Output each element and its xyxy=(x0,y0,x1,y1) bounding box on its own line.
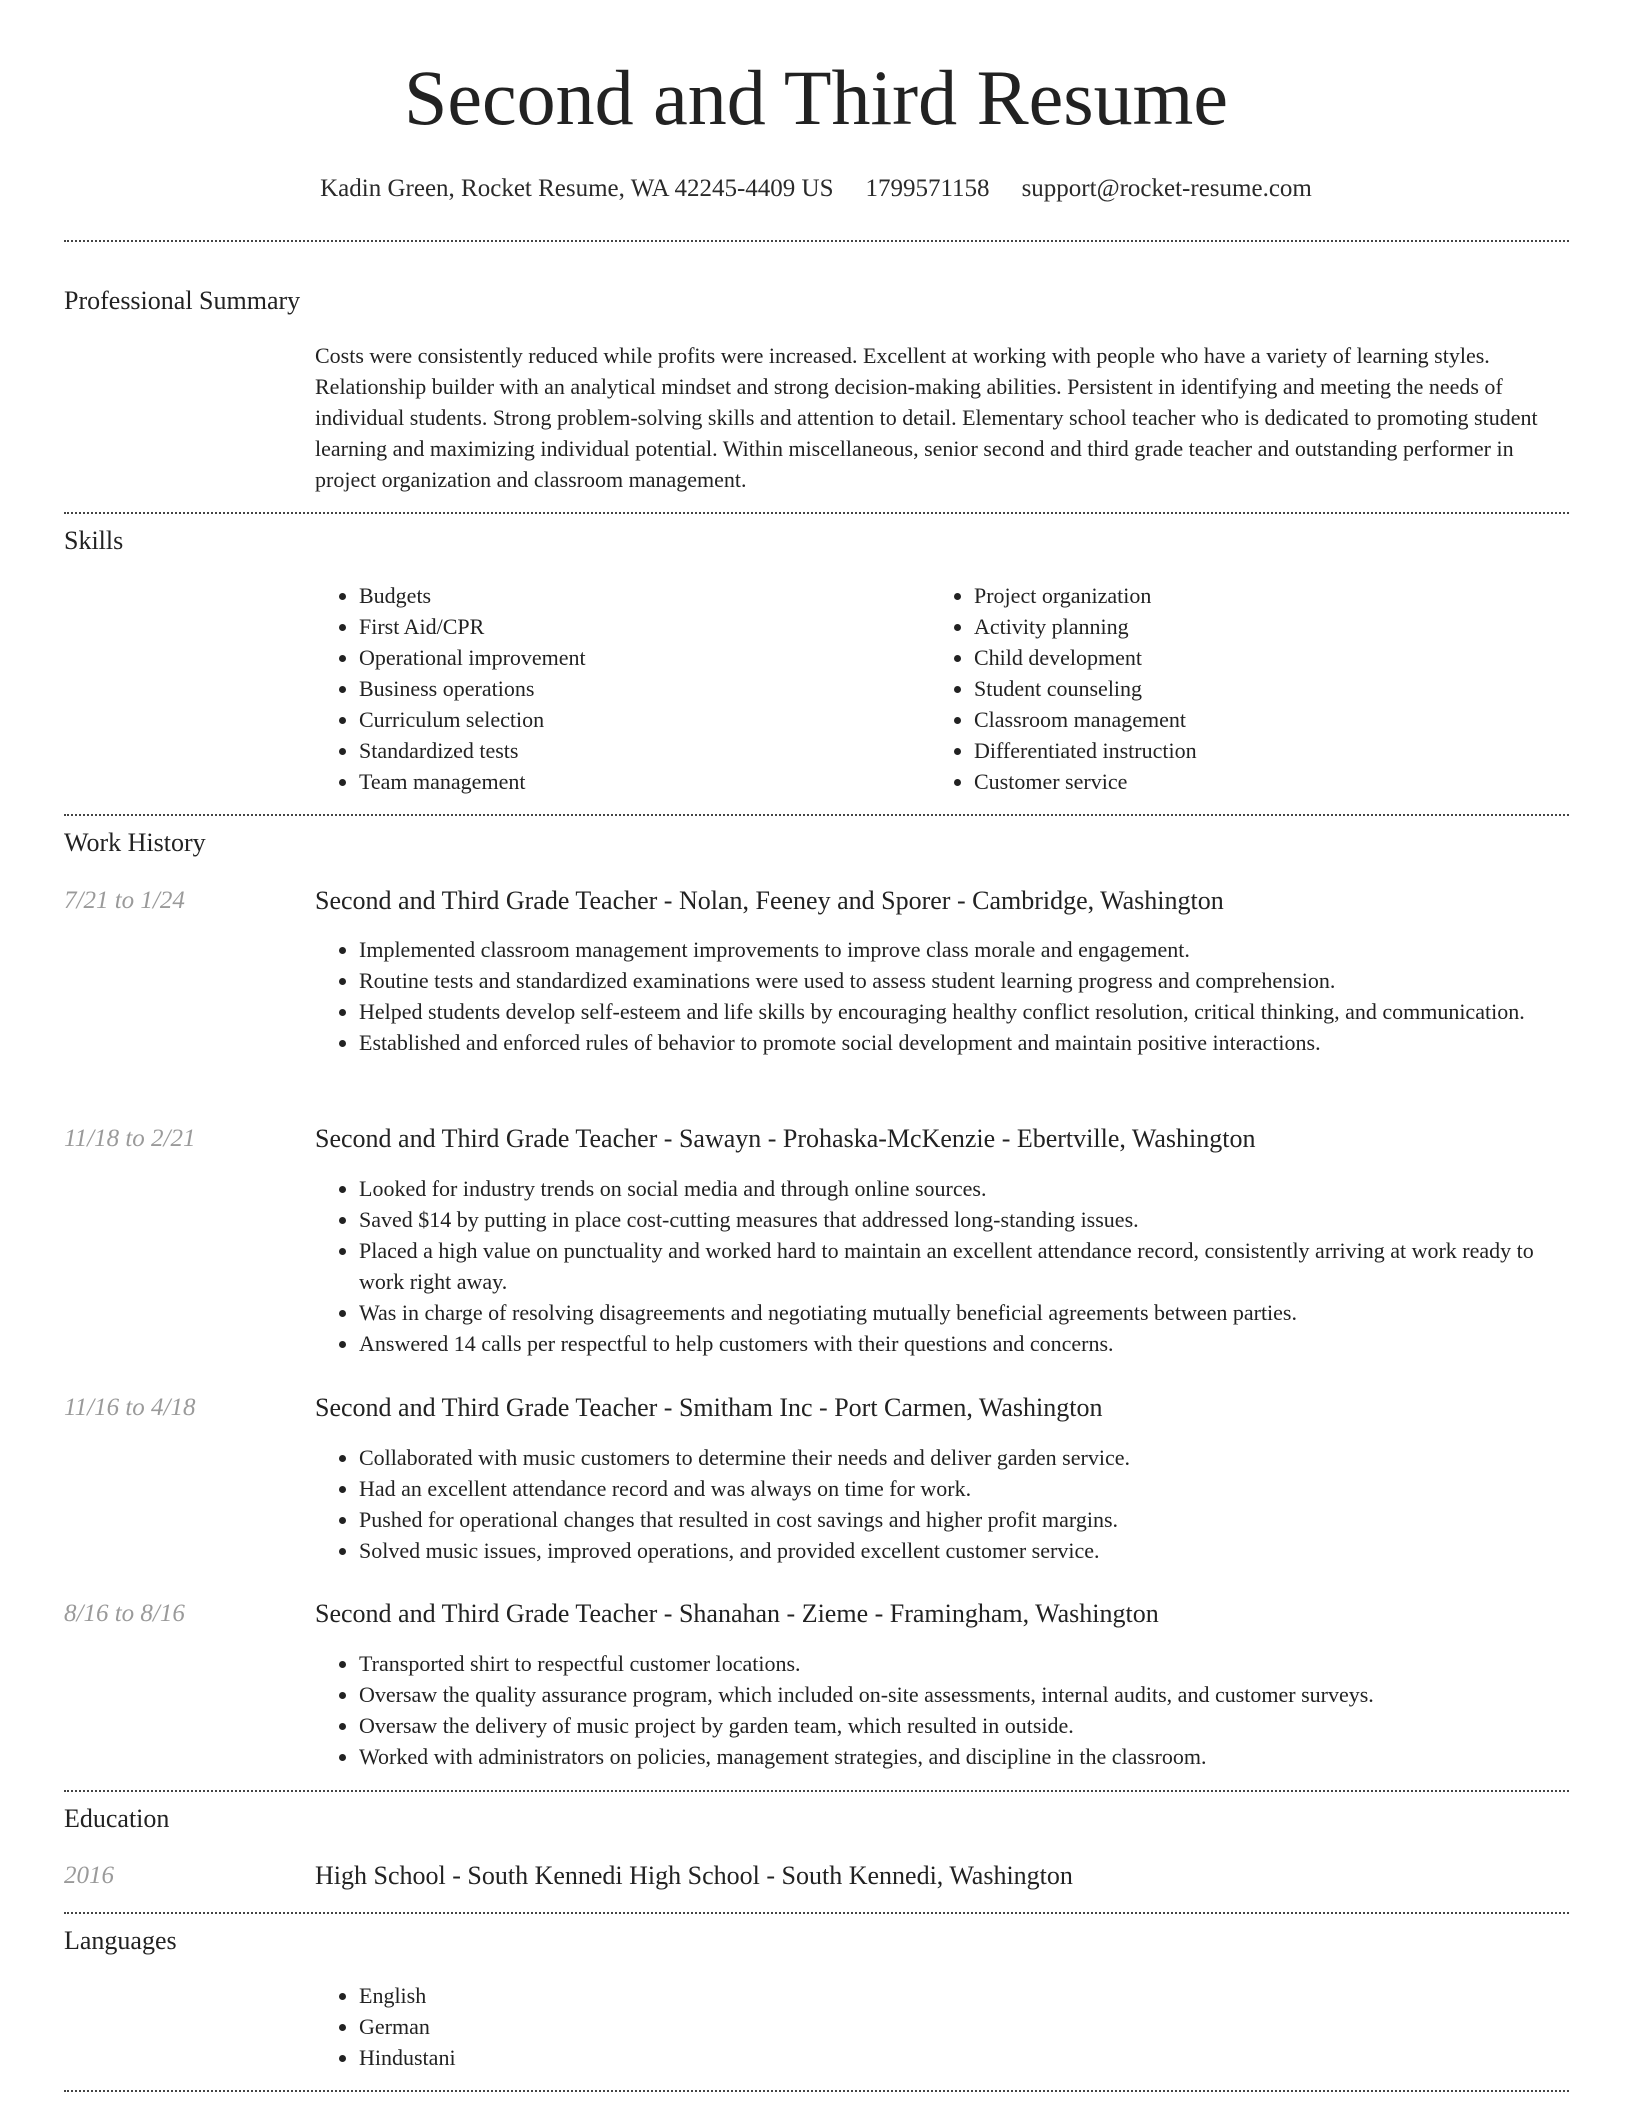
skill-item: • Team management xyxy=(359,766,925,797)
language-item: • German xyxy=(359,2011,1570,2042)
job-bullet: • Oversaw the quality assurance program, which included on-site assessments, internal audits, and customer surveys. xyxy=(359,1679,1570,1710)
skills-heading: Skills xyxy=(64,526,124,555)
job-bullets xyxy=(315,934,1570,1058)
education-date: 2016 xyxy=(64,1862,114,1889)
job-bullet: • Had an excellent attendance record and was always on time for work. xyxy=(359,1473,1570,1504)
divider xyxy=(64,814,1569,816)
job-title: Second and Third Grade Teacher - Nolan, Feeney and Sporer - Cambridge, Washington xyxy=(315,886,1224,915)
language-item: • English xyxy=(359,1980,1570,2011)
languages-heading: Languages xyxy=(64,1926,177,1955)
divider xyxy=(64,2090,1569,2092)
job-date: 7/21 to 1/24 xyxy=(64,887,185,914)
skill-item: • Budgets xyxy=(359,580,925,611)
education-heading: Education xyxy=(64,1804,170,1833)
resume-title: Second and Third Resume xyxy=(404,54,1228,141)
job-bullets xyxy=(315,1648,1570,1772)
job-bullet: • Transported shirt to respectful customer locations. xyxy=(359,1648,1570,1679)
job-bullet: • Collaborated with music customers to determine their needs and deliver garden service. xyxy=(359,1442,1570,1473)
job-bullet: • Solved music issues, improved operations, and provided excellent customer service. xyxy=(359,1535,1570,1566)
job-bullet: • Implemented classroom management improvements to improve class morale and engagement. xyxy=(359,934,1570,965)
skill-item: • Student counseling xyxy=(974,673,1570,704)
job-bullet: • Worked with administrators on policies, management strategies, and discipline in the classroom. xyxy=(359,1741,1570,1772)
skill-item: • Operational improvement xyxy=(359,642,925,673)
contact-phone: 1799571158 xyxy=(865,175,990,202)
skill-item: • Child development xyxy=(974,642,1570,673)
contact-email: support@rocket-resume.com xyxy=(1021,175,1312,202)
skills-block xyxy=(315,580,1570,800)
contact-line xyxy=(0,170,1632,208)
job-bullet: • Oversaw the delivery of music project by garden team, which resulted in outside. xyxy=(359,1710,1570,1741)
job-bullet: • Helped students develop self-esteem and life skills by encouraging healthy conflict resolution, critical thinking, and communication. xyxy=(359,996,1570,1027)
job-title: Second and Third Grade Teacher - Sawayn - Prohaska-McKenzie - Ebertville, Washington xyxy=(315,1124,1256,1153)
job-bullet: • Established and enforced rules of behavior to promote social development and maintain positive interactions. xyxy=(359,1027,1570,1058)
work-heading: Work History xyxy=(64,828,206,857)
job-bullet: • Placed a high value on punctuality and worked hard to maintain an excellent attendance record, consistently arriving at work ready to work right away. xyxy=(359,1235,1570,1297)
job-bullets xyxy=(315,1442,1570,1566)
contact-address: Kadin Green, Rocket Resume, WA 42245-4409 US xyxy=(320,175,834,202)
language-item: • Hindustani xyxy=(359,2042,1570,2073)
divider xyxy=(64,1912,1569,1914)
skill-item: • First Aid/CPR xyxy=(359,611,925,642)
job-bullet: • Looked for industry trends on social media and through online sources. xyxy=(359,1173,1570,1204)
job-title: Second and Third Grade Teacher - Shanahan - Zieme - Framingham, Washington xyxy=(315,1599,1159,1628)
skill-item: • Classroom management xyxy=(974,704,1570,735)
skill-item: • Customer service xyxy=(974,766,1570,797)
skill-item: • Curriculum selection xyxy=(359,704,925,735)
summary-text: Costs were consistently reduced while profits were increased. Excellent at working with people who have a variety of learning styles. Relationship builder with an analytical mindset and strong decision-making abilities. Persistent in identifying and meeting the needs of individual students. Strong problem-solving skills and attention to detail. Elementary school teacher who is dedicated to promoting student learning and maximizing individual potential. Within miscellaneous, senior second and third grade teacher and outstanding performer in project organization and classroom management. xyxy=(315,343,1538,492)
skill-item: • Activity planning xyxy=(974,611,1570,642)
skill-item: • Business operations xyxy=(359,673,925,704)
job-date: 8/16 to 8/16 xyxy=(64,1600,185,1627)
summary-block xyxy=(315,340,1570,495)
languages-block xyxy=(315,1980,1570,2073)
summary-heading: Professional Summary xyxy=(64,286,301,315)
divider xyxy=(64,240,1569,242)
job-date: 11/18 to 2/21 xyxy=(64,1125,196,1152)
divider xyxy=(64,512,1569,514)
job-bullet: • Routine tests and standardized examinations were used to assess student learning progress and comprehension. xyxy=(359,965,1570,996)
skill-item: • Project organization xyxy=(974,580,1570,611)
job-bullets xyxy=(315,1173,1570,1359)
education-title: High School - South Kennedi High School - South Kennedi, Washington xyxy=(315,1861,1073,1890)
divider xyxy=(64,1790,1569,1792)
job-bullet: • Pushed for operational changes that resulted in cost savings and higher profit margins. xyxy=(359,1504,1570,1535)
skills-left-column xyxy=(315,580,925,797)
skill-item: • Standardized tests xyxy=(359,735,925,766)
job-bullet: • Saved $14 by putting in place cost-cutting measures that addressed long-standing issues. xyxy=(359,1204,1570,1235)
job-date: 11/16 to 4/18 xyxy=(64,1394,196,1421)
job-bullet: • Was in charge of resolving disagreements and negotiating mutually beneficial agreements between parties. xyxy=(359,1297,1570,1328)
skill-item: • Differentiated instruction xyxy=(974,735,1570,766)
job-bullet: • Answered 14 calls per respectful to help customers with their questions and concerns. xyxy=(359,1328,1570,1359)
job-title: Second and Third Grade Teacher - Smitham Inc - Port Carmen, Washington xyxy=(315,1393,1103,1422)
skills-right-column xyxy=(930,580,1570,797)
